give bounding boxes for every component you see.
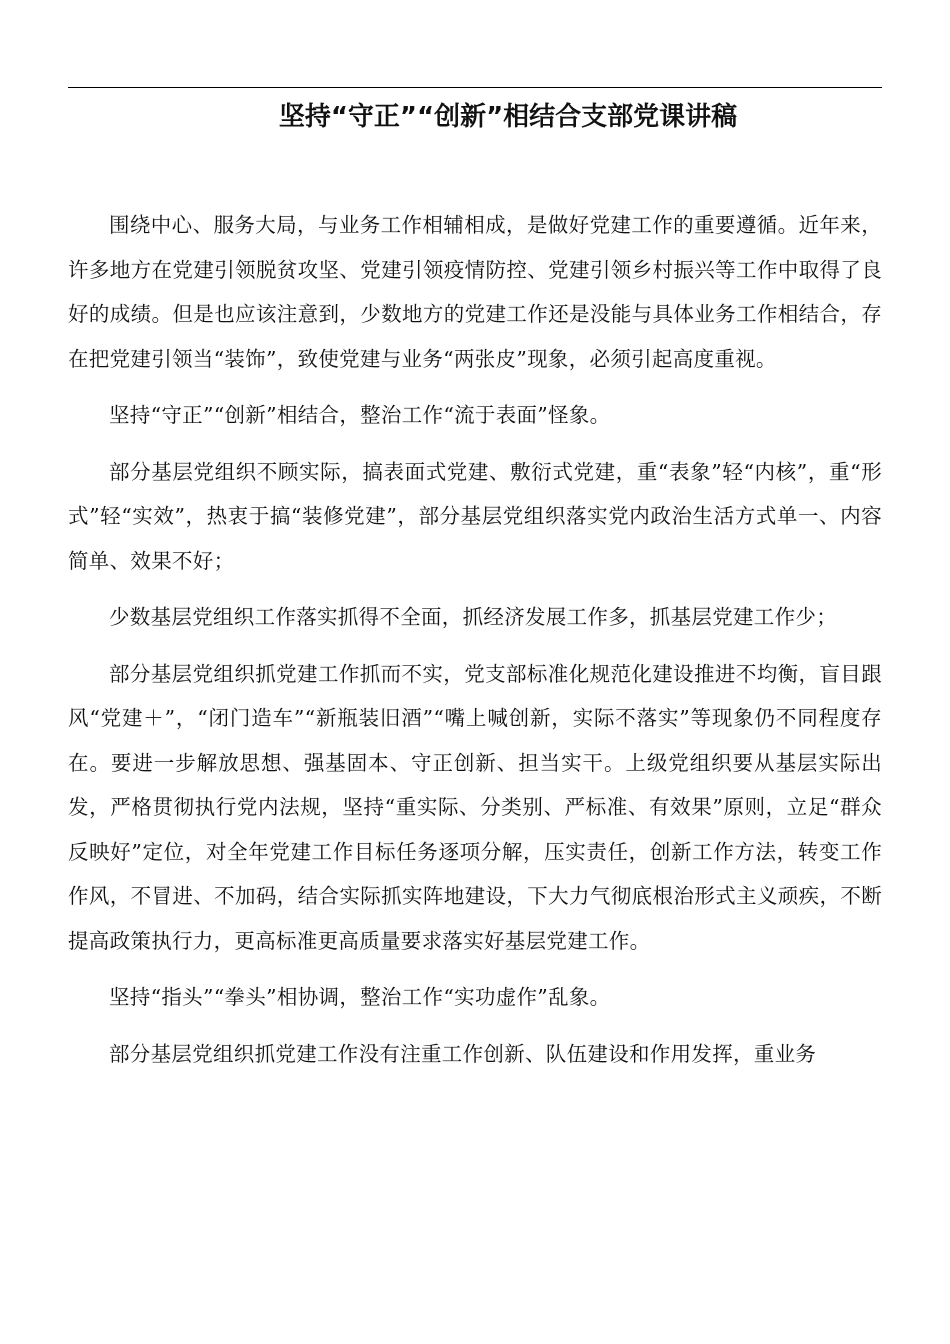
header-rule [68,87,882,88]
paragraph-1: 围绕中心、服务大局，与业务工作相辅相成，是做好党建工作的重要遵循。近年来，许多地方在党建引领脱贫攻坚、党建引领疫情防控、党建引领乡村振兴等工作中取得了良好的成绩。但是也应该注意到，少数地方的党建工作还是没能与具体业务工作相结合，存在把党建引领当“装饰”，致使党建与业务“两张皮”现象，必须引起高度重视。 [68,213,882,371]
paragraph-7: 部分基层党组织抓党建工作没有注重工作创新、队伍建设和作用发挥，重业务 [109,1041,817,1066]
document-title: 坚持“守正”“创新”相结合支部党课讲稿 [278,102,738,132]
document-body [68,203,882,1088]
paragraph-4: 少数基层党组织工作落实抓得不全面，抓经济发展工作多，抓基层党建工作少； [109,605,837,629]
paragraph-3: 部分基层党组织不顾实际，搞表面式党建、敷衍式党建，重“表象”轻“内核”，重“形式”轻“实效”，热衷于搞“装修党建”，部分基层党组织落实党内政治生活方式单一、内容简单、效果不好； [68,459,882,573]
paragraph-2: 坚持“守正”“创新”相结合，整治工作“流于表面”怪象。 [109,403,611,427]
paragraph-5: 部分基层党组织抓党建工作抓而不实，党支部标准化规范化建设推进不均衡，盲目跟风“党建＋”，“闭门造车”“新瓶装旧酒”“嘴上喊创新，实际不落实”等现象仍不同程度存在。要进一步解放思想、强基固本、守正创新、担当实干。上级党组织要从基层实际出发，严格贯彻执行党内法规，坚持“重实际、分类别、严标准、有效果”原则，立足“群众反映好”定位，对全年党建工作目标任务逐项分解，压实责任，创新工作方法，转变工作作风，不冒进、不加码，结合实际抓实阵地建设，下大力气彻底根治形式主义顽疾，不断提高政策执行力，更高标准更高质量要求落实好基层党建工作。 [68,661,882,953]
paragraph-6: 坚持“指头”“拳头”相协调，整治工作“实功虚作”乱象。 [109,985,611,1009]
